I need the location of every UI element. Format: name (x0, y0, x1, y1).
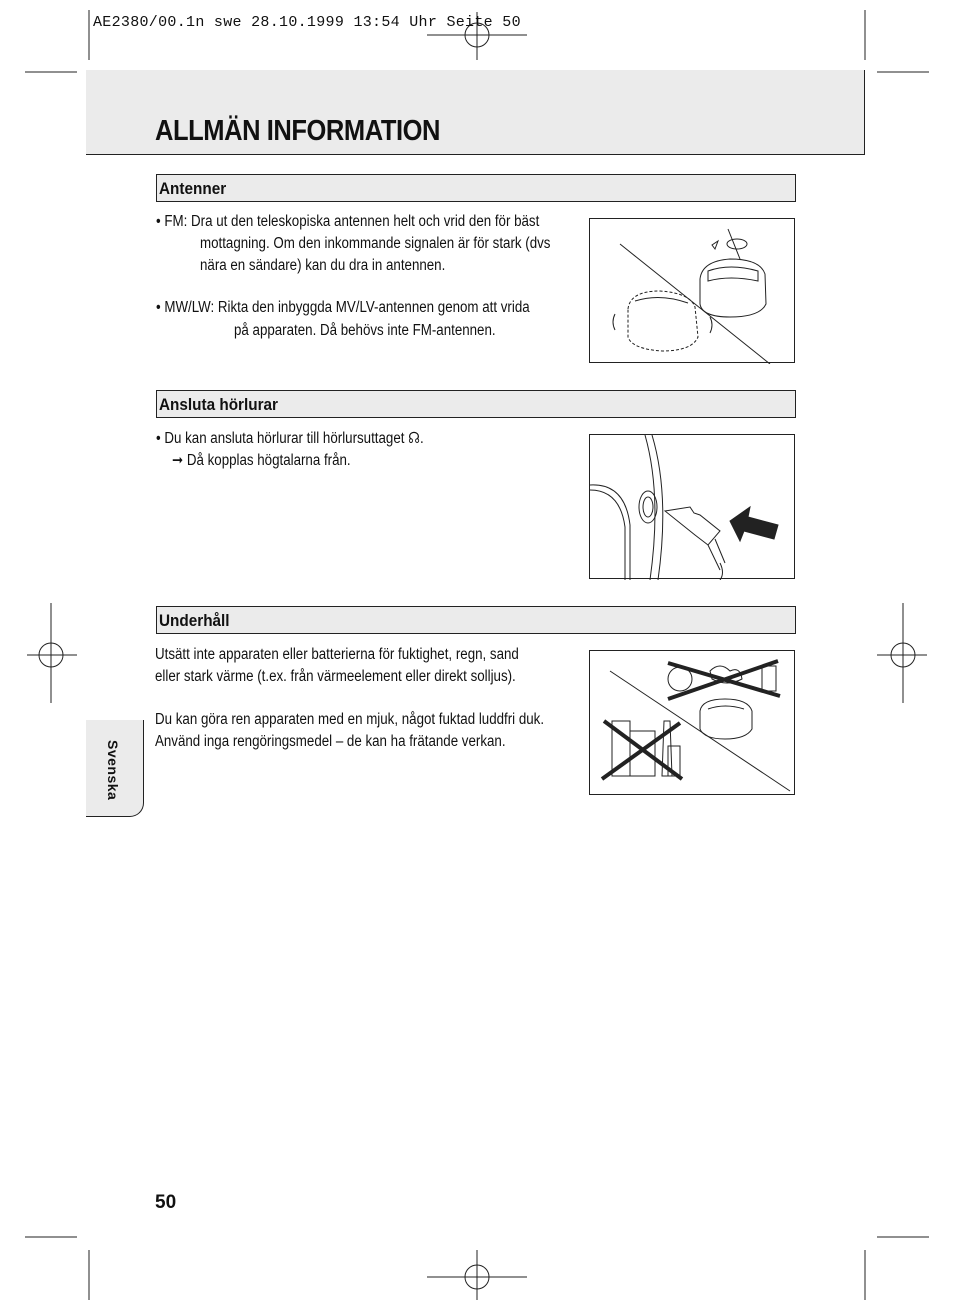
headphones-text-line: • Du kan ansluta hörlurar till hörlursuttaget ☊. (156, 430, 424, 447)
language-tab-label: Svenska (105, 740, 121, 801)
fm-text-line: nära en sändare) kan du dra in antennen. (200, 257, 446, 274)
headphone-jack-illustration (589, 434, 795, 579)
headphones-result-line: ➞ Då kopplas högtalarna från. (172, 452, 351, 469)
maintenance-text-line: Du kan göra ren apparaten med en mjuk, något fuktad luddfri duk. (155, 711, 545, 728)
section-heading-antenner (156, 174, 796, 202)
maintenance-illustration (589, 650, 795, 795)
section-heading-label: Antenner (159, 179, 227, 198)
section-heading-horlurar (156, 390, 796, 418)
fm-text-line: mottagning. Om den inkommande signalen är för stark (dvs (200, 235, 551, 252)
maintenance-text-line: eller stark värme (t.ex. från värmeelement eller direkt solljus). (155, 668, 516, 685)
section-heading-label: Ansluta hörlurar (159, 395, 279, 414)
mw-text-line: • MW/LW: Rikta den inbyggda MV/LV-antennen genom att vrida (156, 299, 530, 316)
language-tab (86, 720, 144, 817)
fm-text-line: • FM: Dra ut den teleskopiska antennen helt och vrid den för bäst (156, 213, 540, 230)
page-number: 50 (155, 1192, 177, 1213)
maintenance-text-line: Använd inga rengöringsmedel – de kan ha frätande verkan. (155, 733, 506, 750)
antenna-illustration (589, 218, 795, 363)
section-heading-label: Underhåll (159, 611, 230, 630)
section-heading-underhall (156, 606, 796, 634)
maintenance-text-line: Utsätt inte apparaten eller batterierna för fuktighet, regn, sand (155, 646, 519, 663)
mw-text-line: på apparaten. Då behövs inte FM-antennen. (234, 322, 496, 339)
print-header: AE2380/00.1n swe 28.10.1999 13:54 Uhr Seite 50 (93, 14, 521, 31)
page-title: ALLMÄN INFORMATION (155, 115, 441, 147)
